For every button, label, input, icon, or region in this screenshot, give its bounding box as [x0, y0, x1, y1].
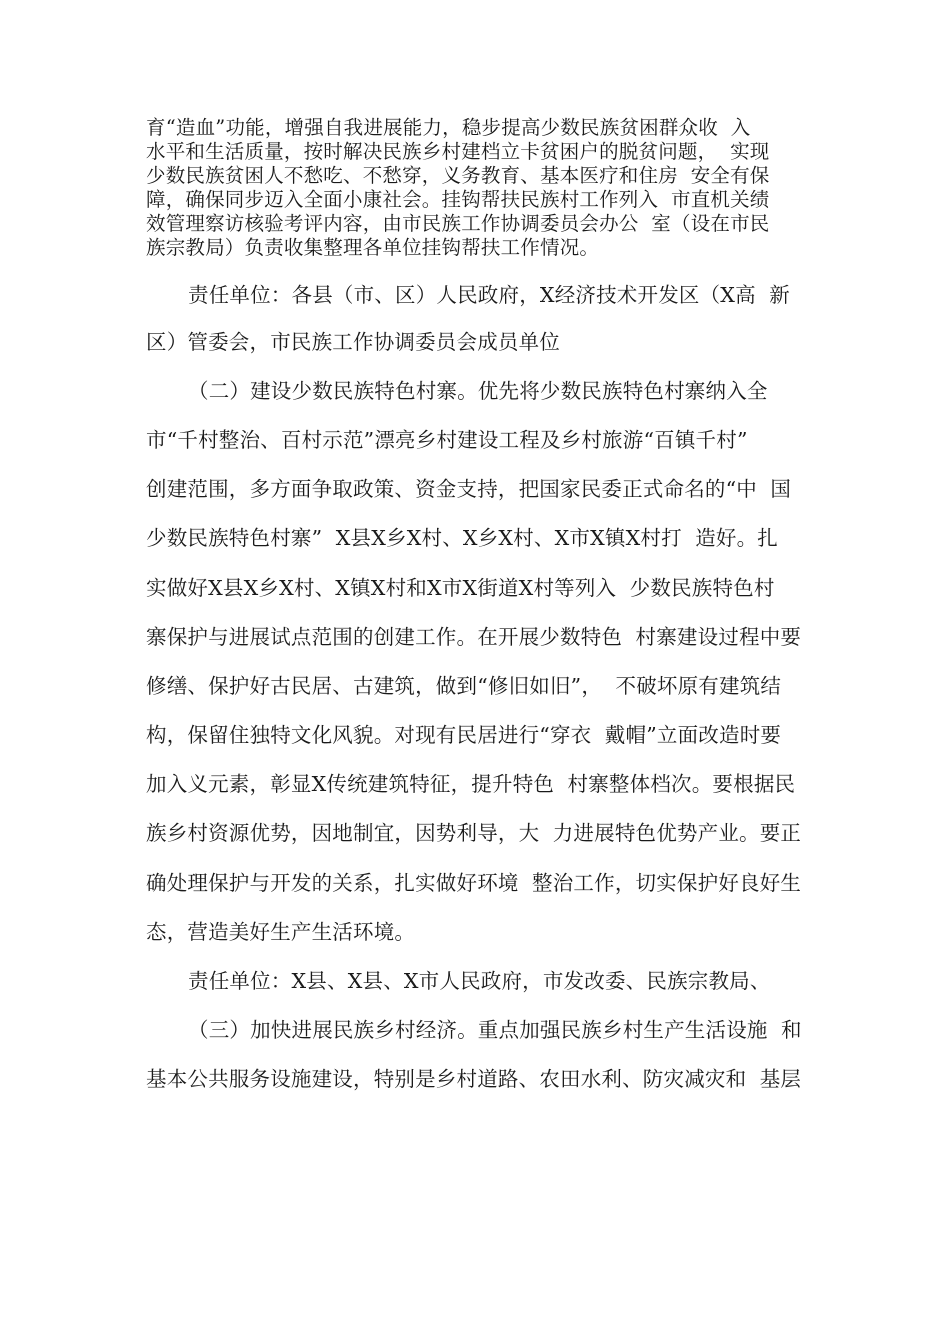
text-line: 基本公共服务设施建设，特别是乡村道路、农田水利、防灾减灾和 基层 [146, 1067, 802, 1091]
text-line: 寨保护与进展试点范围的创建工作。在开展少数特色 村寨建设过程中要 [146, 625, 802, 649]
text-line: 效管理察访核验考评内容，由市民族工作协调委员会办公 室（设在市民 [146, 212, 770, 235]
text-line: 育“造血”功能，增强自我进展能力，稳步提高少数民族贫困群众收 入 [146, 116, 751, 139]
section-heading-line: （二）建设少数民族特色村寨。优先将少数民族特色村寨纳入全 [188, 379, 768, 403]
text-line: 构，保留住独特文化风貌。对现有民居进行“穿衣 戴帽”立面改造时要 [146, 723, 782, 747]
text-line: 责任单位：各县（市、区）人民政府，X经济技术开发区（X高 新 [188, 283, 790, 307]
text-line: 族宗教局）负责收集整理各单位挂钩帮扶工作情况。 [146, 236, 600, 259]
text-line: 少数民族贫困人不愁吃、不愁穿，义务教育、基本医疗和住房 安全有保 [146, 164, 770, 187]
text-line: 族乡村资源优势，因地制宜，因势利导，大 力进展特色优势产业。要正 [146, 821, 802, 845]
text-line: 责任单位：X县、X县、X市人民政府，市发改委、民族宗教局、 [188, 969, 771, 993]
text-line: 市“千村整治、百村示范”漂亮乡村建设工程及乡村旅游“百镇千村” [146, 428, 748, 452]
text-line: 水平和生活质量，按时解决民族乡村建档立卡贫困户的脱贫问题， 实现 [146, 140, 770, 163]
text-line: 态，营造美好生产生活环境。 [146, 920, 416, 944]
text-line: 确处理保护与开发的关系，扎实做好环境 整治工作，切实保护好良好生 [146, 871, 802, 895]
text-line: 修缮、保护好古民居、古建筑，做到“修旧如旧”， 不破坏原有建筑结 [146, 674, 782, 698]
text-line: 区）管委会，市民族工作协调委员会成员单位 [146, 330, 560, 354]
text-line: 实做好X县X乡X村、X镇X村和X市X街道X村等列入 少数民族特色村 [146, 576, 775, 600]
text-line: 障，确保同步迈入全面小康社会。挂钩帮扶民族村工作列入 市直机关绩 [146, 188, 770, 211]
text-line: 创建范围，多方面争取政策、资金支持，把国家民委正式命名的“中 国 [146, 477, 792, 501]
text-line: 少数民族特色村寨” X县X乡X村、X乡X村、X市X镇X村打 造好。扎 [146, 526, 778, 550]
section-heading-line: （三）加快进展民族乡村经济。重点加强民族乡村生产生活设施 和 [188, 1018, 802, 1042]
text-line: 加入义元素，彰显X传统建筑特征，提升特色 村寨整体档次。要根据民 [146, 772, 796, 796]
